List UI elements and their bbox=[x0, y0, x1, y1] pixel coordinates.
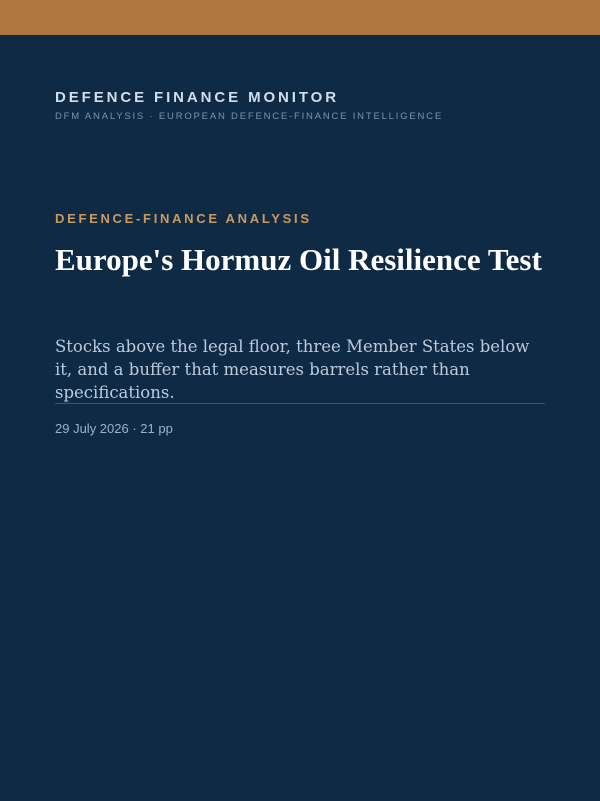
section-kicker: DEFENCE-FINANCE ANALYSIS bbox=[55, 211, 312, 226]
divider bbox=[55, 403, 545, 404]
publication-title: DEFENCE FINANCE MONITOR bbox=[55, 89, 339, 106]
masthead bbox=[55, 89, 443, 123]
top-accent-band bbox=[0, 0, 600, 35]
report-title: Europe's Hormuz Oil Resilience Test bbox=[55, 242, 542, 277]
report-dek: Stocks above the legal floor, three Member States below it, and a buffer that measures barrels rather than specifications. bbox=[55, 337, 530, 402]
publication-subtitle: DFM ANALYSIS · EUROPEAN DEFENCE-FINANCE INTELLIGENCE bbox=[55, 111, 443, 122]
report-meta: 29 July 2026 · 21 pp bbox=[55, 421, 173, 436]
